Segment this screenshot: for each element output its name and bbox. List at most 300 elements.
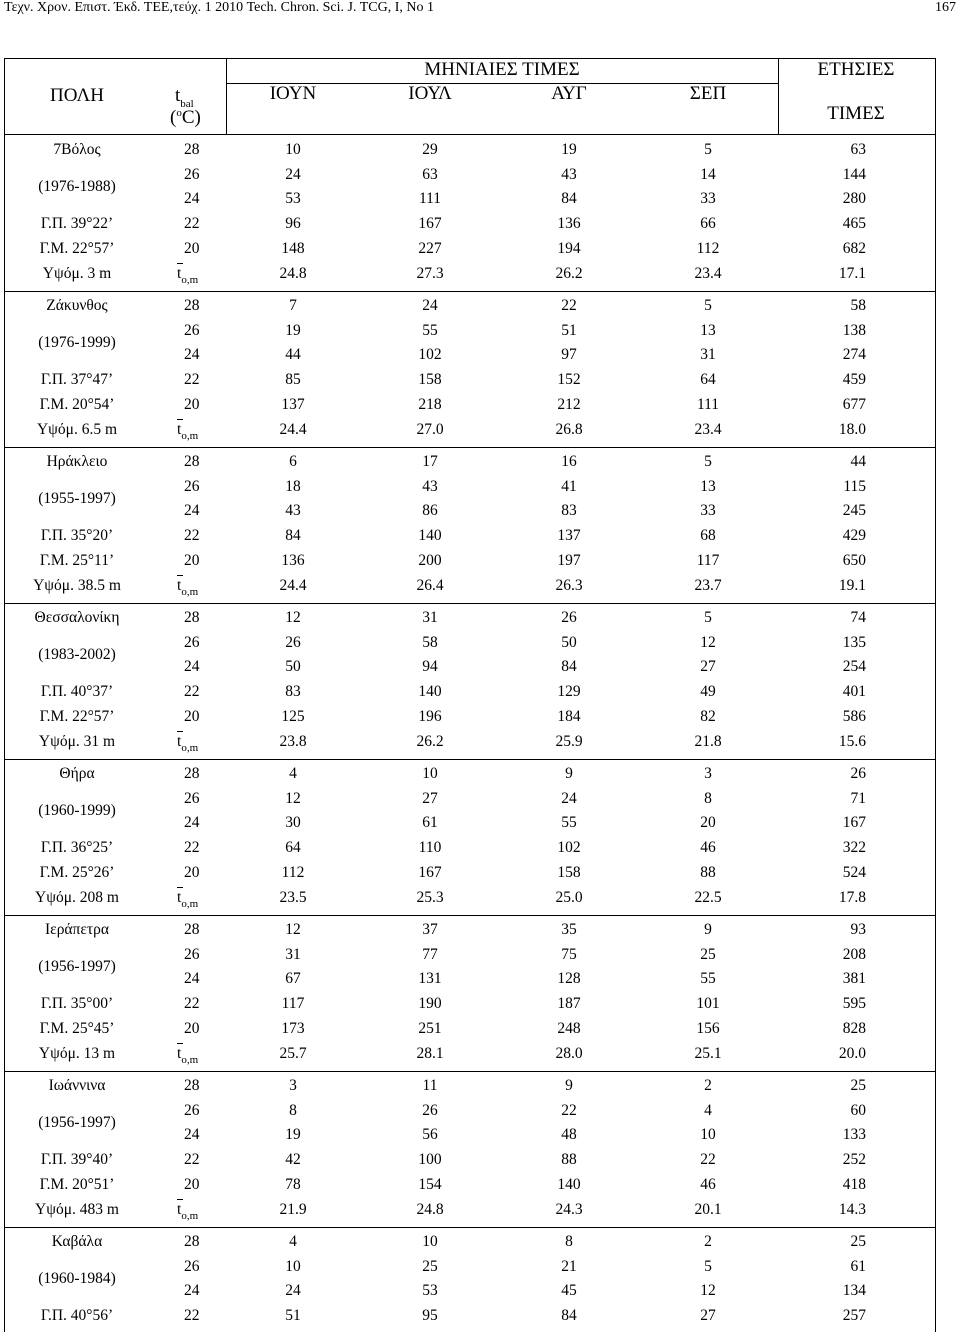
station-name: Ζάκυνθος xyxy=(46,297,108,314)
monthly-value: 53 xyxy=(422,1282,438,1299)
monthly-value: 84 xyxy=(561,1307,577,1324)
monthly-value: 251 xyxy=(418,1020,442,1037)
mean-temp-value: 25.0 xyxy=(555,889,583,906)
mean-temp-label: $t_{o,m}$ xyxy=(177,421,199,442)
monthly-value: 26 xyxy=(285,634,301,651)
monthly-value: 45 xyxy=(561,1282,577,1299)
monthly-value: 136 xyxy=(281,552,305,569)
monthly-value: 111 xyxy=(696,396,720,413)
monthly-value: 78 xyxy=(285,1176,301,1193)
mean-temp-value: 25.9 xyxy=(555,733,583,750)
monthly-value: 84 xyxy=(561,658,577,675)
annual-value: 650 xyxy=(842,552,866,569)
monthly-value: 19 xyxy=(561,141,577,158)
annual-value: 595 xyxy=(842,995,866,1012)
tbal-value: 26 xyxy=(184,322,200,339)
tbal-value: 20 xyxy=(184,1176,200,1193)
monthly-value: 218 xyxy=(418,396,442,413)
annual-value: 677 xyxy=(842,396,866,413)
annual-value: 71 xyxy=(850,790,866,807)
station-period: (1976-1988) xyxy=(38,178,116,195)
tbal-value: 20 xyxy=(184,552,200,569)
station-name: Θεσσαλονίκη xyxy=(34,609,120,626)
monthly-value: 31 xyxy=(285,946,301,963)
monthly-value: 26 xyxy=(422,1102,438,1119)
monthly-value: 61 xyxy=(422,814,438,831)
monthly-value: 25 xyxy=(422,1258,438,1275)
mean-temp-value: 26.3 xyxy=(555,577,583,594)
mean-temp-value: 20.0 xyxy=(838,1045,866,1062)
monthly-value: 27 xyxy=(422,790,438,807)
mean-temp-value: 28.0 xyxy=(555,1045,583,1062)
annual-value: 25 xyxy=(850,1233,866,1250)
annual-value: 254 xyxy=(842,658,866,675)
monthly-value: 100 xyxy=(418,1151,442,1168)
monthly-value: 35 xyxy=(561,921,577,938)
tbal-value: 26 xyxy=(184,1102,200,1119)
tbal-value: 22 xyxy=(184,1307,200,1324)
station-name: Ιεράπετρα xyxy=(45,921,109,938)
monthly-value: 12 xyxy=(700,634,716,651)
monthly-value: 131 xyxy=(418,970,442,987)
monthly-value: 10 xyxy=(285,1258,301,1275)
monthly-value: 66 xyxy=(700,215,716,232)
monthly-value: 43 xyxy=(561,166,577,183)
tbal-value: 26 xyxy=(184,1258,200,1275)
monthly-value: 33 xyxy=(700,502,716,519)
monthly-value: 31 xyxy=(422,609,438,626)
mean-temp-value: 14.3 xyxy=(838,1201,866,1218)
journal-citation: Τεχν. Χρον. Επιστ. Έκδ. ΤΕΕ,τεύχ. 1 2010 Tech. Chron. Sci. J. TCG, I, No 1 xyxy=(4,0,434,15)
monthly-value: 63 xyxy=(422,166,438,183)
tbal-value: 24 xyxy=(184,502,200,519)
monthly-value: 5 xyxy=(704,141,712,158)
annual-value: 25 xyxy=(850,1077,866,1094)
mean-temp-value: 27.0 xyxy=(416,421,444,438)
monthly-value: 4 xyxy=(289,765,297,782)
station-name: 7Βόλος xyxy=(53,141,101,158)
annual-value: 429 xyxy=(842,527,866,544)
tbal-value: 20 xyxy=(184,1020,200,1037)
station-altitude: Υψόμ. 13 m xyxy=(38,1045,116,1062)
page-number: 167 xyxy=(935,0,956,15)
tbal-value: 28 xyxy=(184,1077,200,1094)
mean-temp-value: 27.3 xyxy=(416,265,444,282)
tbal-value: 20 xyxy=(184,240,200,257)
mean-temp-value: 24.4 xyxy=(279,577,307,594)
col-header-month: ΙΟΥΝ xyxy=(269,83,317,104)
monthly-value: 194 xyxy=(557,240,581,257)
mean-temp-value: 21.9 xyxy=(279,1201,307,1218)
annual-value: 586 xyxy=(842,708,866,725)
monthly-value: 41 xyxy=(561,478,577,495)
monthly-value: 12 xyxy=(285,921,301,938)
monthly-value: 212 xyxy=(557,396,581,413)
monthly-value: 83 xyxy=(561,502,577,519)
mean-temp-value: 23.4 xyxy=(694,421,722,438)
col-header-month: ΙΟΥΛ xyxy=(408,83,452,104)
station-altitude: Υψόμ. 31 m xyxy=(38,733,116,750)
monthly-value: 43 xyxy=(285,502,301,519)
mean-temp-value: 15.6 xyxy=(838,733,866,750)
monthly-value: 111 xyxy=(418,190,442,207)
annual-value: 208 xyxy=(842,946,866,963)
col-header-month: ΑΥΓ xyxy=(551,83,587,104)
monthly-value: 94 xyxy=(422,658,438,675)
annual-value: 418 xyxy=(842,1176,866,1193)
station-latitude: Γ.Π. 40°56’ xyxy=(40,1307,114,1324)
monthly-value: 17 xyxy=(422,453,438,470)
monthly-value: 53 xyxy=(285,190,301,207)
station-latitude: Γ.Π. 35°20’ xyxy=(40,527,114,544)
monthly-value: 102 xyxy=(418,346,442,363)
tbal-value: 20 xyxy=(184,864,200,881)
mean-temp-value: 20.1 xyxy=(694,1201,722,1218)
monthly-value: 184 xyxy=(557,708,581,725)
station-altitude: Υψόμ. 483 m xyxy=(35,1201,119,1218)
annual-value: 93 xyxy=(850,921,866,938)
monthly-value: 64 xyxy=(285,839,301,856)
mean-temp-value: 25.3 xyxy=(416,889,444,906)
monthly-value: 140 xyxy=(418,527,442,544)
annual-value: 274 xyxy=(842,346,866,363)
tbal-value: 24 xyxy=(184,970,200,987)
station-name: Καβάλα xyxy=(51,1233,103,1250)
station-longitude: Γ.Μ. 25°26’ xyxy=(39,864,115,881)
mean-temp-value: 22.5 xyxy=(694,889,722,906)
annual-value: 459 xyxy=(842,371,866,388)
monthly-value: 196 xyxy=(418,708,442,725)
monthly-value: 173 xyxy=(281,1020,305,1037)
tbal-value: 28 xyxy=(184,141,200,158)
monthly-value: 55 xyxy=(422,322,438,339)
monthly-value: 19 xyxy=(285,1126,301,1143)
monthly-value: 86 xyxy=(422,502,438,519)
monthly-value: 51 xyxy=(285,1307,301,1324)
monthly-value: 49 xyxy=(700,683,716,700)
monthly-value: 84 xyxy=(285,527,301,544)
monthly-value: 67 xyxy=(285,970,301,987)
monthly-value: 14 xyxy=(700,166,716,183)
monthly-value: 9 xyxy=(704,921,712,938)
mean-temp-label: $t_{o,m}$ xyxy=(177,577,199,598)
monthly-value: 22 xyxy=(561,297,577,314)
col-header-tbal-unit: ($^o$C) xyxy=(170,107,201,128)
station-name: Ιωάννινα xyxy=(48,1077,106,1094)
monthly-value: 26 xyxy=(561,609,577,626)
monthly-value: 56 xyxy=(422,1126,438,1143)
monthly-value: 5 xyxy=(704,609,712,626)
monthly-value: 50 xyxy=(561,634,577,651)
monthly-value: 190 xyxy=(418,995,442,1012)
tbal-value: 26 xyxy=(184,790,200,807)
monthly-value: 11 xyxy=(422,1077,438,1094)
monthly-value: 129 xyxy=(557,683,581,700)
monthly-value: 12 xyxy=(700,1282,716,1299)
mean-temp-value: 26.8 xyxy=(555,421,583,438)
mean-temp-label: $t_{o,m}$ xyxy=(177,265,199,286)
annual-value: 58 xyxy=(850,297,866,314)
annual-value: 465 xyxy=(842,215,866,232)
monthly-value: 3 xyxy=(289,1077,297,1094)
monthly-value: 5 xyxy=(704,1258,712,1275)
monthly-value: 24 xyxy=(285,166,301,183)
monthly-value: 8 xyxy=(704,790,712,807)
mean-temp-value: 26.2 xyxy=(416,733,444,750)
station-altitude: Υψόμ. 208 m xyxy=(35,889,119,906)
monthly-value: 46 xyxy=(700,839,716,856)
col-header-monthly: ΜΗΝΙΑΙΕΣ ΤΙΜΕΣ xyxy=(424,59,580,80)
monthly-value: 64 xyxy=(700,371,716,388)
monthly-value: 12 xyxy=(285,609,301,626)
monthly-value: 22 xyxy=(700,1151,716,1168)
annual-value: 682 xyxy=(842,240,866,257)
mean-temp-value: 18.0 xyxy=(838,421,866,438)
monthly-value: 97 xyxy=(561,346,577,363)
col-header-tbal: $t_{bal}$ xyxy=(175,85,194,110)
mean-temp-value: 26.2 xyxy=(555,265,583,282)
monthly-value: 42 xyxy=(285,1151,301,1168)
station-period: (1955-1997) xyxy=(38,490,116,507)
annual-value: 61 xyxy=(850,1258,866,1275)
monthly-value: 88 xyxy=(700,864,716,881)
tbal-value: 26 xyxy=(184,478,200,495)
tbal-value: 28 xyxy=(184,297,200,314)
col-header-annual-2: ΤΙΜΕΣ xyxy=(827,103,885,124)
tbal-value: 26 xyxy=(184,946,200,963)
station-latitude: Γ.Π. 39°40’ xyxy=(40,1151,114,1168)
monthly-value: 200 xyxy=(418,552,442,569)
monthly-value: 158 xyxy=(557,864,581,881)
annual-value: 252 xyxy=(842,1151,866,1168)
annual-value: 167 xyxy=(842,814,866,831)
monthly-value: 68 xyxy=(700,527,716,544)
tbal-value: 24 xyxy=(184,658,200,675)
annual-value: 280 xyxy=(842,190,866,207)
tbal-value: 22 xyxy=(184,527,200,544)
tbal-value: 22 xyxy=(184,995,200,1012)
annual-value: 257 xyxy=(842,1307,866,1324)
monthly-value: 154 xyxy=(418,1176,442,1193)
annual-value: 26 xyxy=(850,765,866,782)
annual-value: 322 xyxy=(842,839,866,856)
mean-temp-label: $t_{o,m}$ xyxy=(177,889,199,910)
monthly-value: 33 xyxy=(700,190,716,207)
monthly-value: 9 xyxy=(565,765,573,782)
annual-value: 133 xyxy=(842,1126,866,1143)
mean-temp-value: 23.5 xyxy=(279,889,307,906)
tbal-value: 22 xyxy=(184,683,200,700)
monthly-value: 22 xyxy=(561,1102,577,1119)
monthly-value: 21 xyxy=(561,1258,577,1275)
monthly-value: 8 xyxy=(289,1102,297,1119)
monthly-value: 10 xyxy=(422,1233,438,1250)
station-longitude: Γ.Μ. 22°57’ xyxy=(39,240,115,257)
monthly-value: 24 xyxy=(422,297,438,314)
monthly-value: 96 xyxy=(285,215,301,232)
data-table-frame xyxy=(4,58,936,1332)
station-latitude: Γ.Π. 40°37’ xyxy=(40,683,114,700)
monthly-value: 197 xyxy=(557,552,581,569)
station-latitude: Γ.Π. 37°47’ xyxy=(40,371,114,388)
mean-temp-value: 23.7 xyxy=(694,577,722,594)
monthly-value: 112 xyxy=(696,240,720,257)
mean-temp-value: 25.1 xyxy=(694,1045,722,1062)
monthly-value: 112 xyxy=(281,864,305,881)
monthly-value: 10 xyxy=(285,141,301,158)
tbal-value: 20 xyxy=(184,396,200,413)
col-header-city: ΠΟΛΗ xyxy=(49,85,105,106)
monthly-value: 136 xyxy=(557,215,581,232)
tbal-value: 28 xyxy=(184,765,200,782)
station-period: (1960-1984) xyxy=(38,1270,116,1287)
tbal-value: 22 xyxy=(184,1151,200,1168)
monthly-value: 248 xyxy=(557,1020,581,1037)
mean-temp-value: 25.7 xyxy=(279,1045,307,1062)
station-longitude: Γ.Μ. 22°57’ xyxy=(39,708,115,725)
monthly-value: 58 xyxy=(422,634,438,651)
station-altitude: Υψόμ. 38.5 m xyxy=(33,577,121,594)
monthly-value: 13 xyxy=(700,478,716,495)
tbal-value: 22 xyxy=(184,839,200,856)
monthly-value: 30 xyxy=(285,814,301,831)
monthly-value: 117 xyxy=(696,552,720,569)
mean-temp-value: 24.8 xyxy=(416,1201,444,1218)
monthly-value: 167 xyxy=(418,215,442,232)
mean-temp-label: $t_{o,m}$ xyxy=(177,733,199,754)
monthly-value: 50 xyxy=(285,658,301,675)
tbal-value: 24 xyxy=(184,190,200,207)
annual-value: 144 xyxy=(842,166,866,183)
monthly-value: 82 xyxy=(700,708,716,725)
monthly-value: 8 xyxy=(565,1233,573,1250)
station-name: Θήρα xyxy=(59,765,95,782)
monthly-value: 128 xyxy=(557,970,581,987)
annual-value: 135 xyxy=(842,634,866,651)
monthly-value: 167 xyxy=(418,864,442,881)
station-name: Ηράκλειο xyxy=(46,453,108,470)
monthly-value: 24 xyxy=(285,1282,301,1299)
monthly-value: 187 xyxy=(557,995,581,1012)
monthly-value: 156 xyxy=(696,1020,720,1037)
monthly-value: 51 xyxy=(561,322,577,339)
tbal-value: 28 xyxy=(184,453,200,470)
monthly-value: 140 xyxy=(557,1176,581,1193)
monthly-value: 117 xyxy=(281,995,305,1012)
monthly-value: 46 xyxy=(700,1176,716,1193)
tbal-value: 28 xyxy=(184,609,200,626)
annual-value: 134 xyxy=(842,1282,866,1299)
monthly-value: 4 xyxy=(704,1102,712,1119)
station-period: (1983-2002) xyxy=(38,646,116,663)
annual-value: 63 xyxy=(850,141,866,158)
monthly-value: 2 xyxy=(704,1077,712,1094)
monthly-value: 152 xyxy=(557,371,581,388)
monthly-value: 88 xyxy=(561,1151,577,1168)
monthly-value: 5 xyxy=(704,297,712,314)
annual-value: 115 xyxy=(843,478,866,495)
annual-value: 44 xyxy=(850,453,866,470)
station-latitude: Γ.Π. 36°25’ xyxy=(40,839,114,856)
monthly-value: 77 xyxy=(422,946,438,963)
monthly-value: 140 xyxy=(418,683,442,700)
tbal-value: 26 xyxy=(184,166,200,183)
monthly-value: 158 xyxy=(418,371,442,388)
station-altitude: Υψόμ. 6.5 m xyxy=(36,421,118,438)
station-altitude: Υψόμ. 3 m xyxy=(42,265,112,282)
monthly-value: 148 xyxy=(281,240,305,257)
tbal-value: 24 xyxy=(184,1282,200,1299)
monthly-value: 31 xyxy=(700,346,716,363)
mean-temp-value: 24.4 xyxy=(279,421,307,438)
mean-temp-value: 23.8 xyxy=(279,733,307,750)
monthly-value: 16 xyxy=(561,453,577,470)
mean-temp-value: 26.4 xyxy=(416,577,444,594)
monthly-value: 227 xyxy=(418,240,442,257)
station-period: (1956-1997) xyxy=(38,1114,116,1131)
monthly-value: 83 xyxy=(285,683,301,700)
mean-temp-label: $t_{o,m}$ xyxy=(177,1045,199,1066)
col-header-annual: ΕΤΗΣΙΕΣ xyxy=(817,59,895,80)
monthly-value: 137 xyxy=(281,396,305,413)
col-header-month: ΣΕΠ xyxy=(689,83,727,104)
mean-temp-value: 23.4 xyxy=(694,265,722,282)
monthly-value: 20 xyxy=(700,814,716,831)
monthly-value: 27 xyxy=(700,1307,716,1324)
monthly-value: 19 xyxy=(285,322,301,339)
station-longitude: Γ.Μ. 25°45’ xyxy=(39,1020,115,1037)
monthly-value: 102 xyxy=(557,839,581,856)
monthly-value: 10 xyxy=(422,765,438,782)
mean-temp-value: 17.8 xyxy=(838,889,866,906)
mean-temp-value: 24.3 xyxy=(555,1201,583,1218)
tbal-value: 24 xyxy=(184,1126,200,1143)
monthly-value: 3 xyxy=(704,765,712,782)
annual-value: 524 xyxy=(842,864,866,881)
tbal-value: 22 xyxy=(184,371,200,388)
monthly-value: 27 xyxy=(700,658,716,675)
station-latitude: Γ.Π. 39°22’ xyxy=(40,215,114,232)
mean-temp-value: 21.8 xyxy=(694,733,722,750)
monthly-value: 12 xyxy=(285,790,301,807)
tbal-value: 26 xyxy=(184,634,200,651)
running-header xyxy=(4,0,956,24)
mean-temp-value: 28.1 xyxy=(416,1045,444,1062)
monthly-value: 110 xyxy=(418,839,442,856)
monthly-value: 48 xyxy=(561,1126,577,1143)
monthly-value: 137 xyxy=(557,527,581,544)
monthly-value: 25 xyxy=(700,946,716,963)
tbal-value: 24 xyxy=(184,346,200,363)
monthly-value: 10 xyxy=(700,1126,716,1143)
tbal-value: 28 xyxy=(184,921,200,938)
tbal-value: 20 xyxy=(184,708,200,725)
monthly-value: 9 xyxy=(565,1077,573,1094)
annual-value: 74 xyxy=(850,609,866,626)
mean-temp-label: $t_{o,m}$ xyxy=(177,1201,199,1222)
monthly-value: 13 xyxy=(700,322,716,339)
station-longitude: Γ.Μ. 25°11’ xyxy=(39,552,115,569)
station-latitude: Γ.Π. 35°00’ xyxy=(40,995,114,1012)
monthly-value: 125 xyxy=(281,708,305,725)
monthly-value: 85 xyxy=(285,371,301,388)
tbal-value: 22 xyxy=(184,215,200,232)
annual-value: 138 xyxy=(842,322,866,339)
monthly-value: 5 xyxy=(704,453,712,470)
monthly-value: 43 xyxy=(422,478,438,495)
monthly-value: 55 xyxy=(700,970,716,987)
station-period: (1956-1997) xyxy=(38,958,116,975)
